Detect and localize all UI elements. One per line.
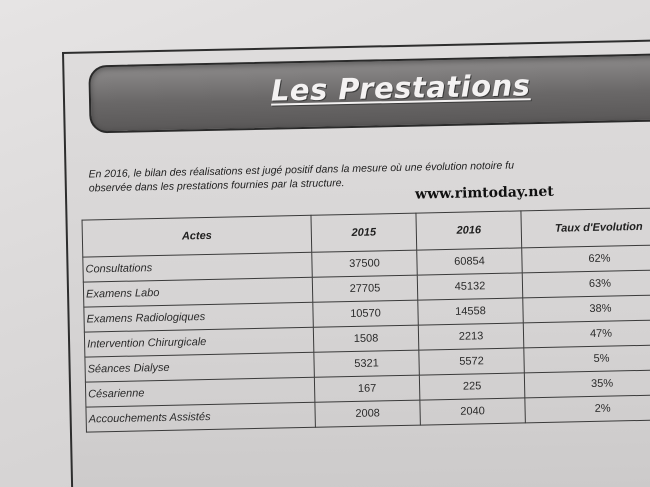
intro-paragraph <box>88 154 650 195</box>
cell-taux: 47% <box>523 320 650 348</box>
cell-acte: Césarienne <box>85 377 314 407</box>
cell-2016: 2040 <box>420 398 526 425</box>
cell-2015: 10570 <box>313 300 419 327</box>
cell-acte: Examens Radiologiques <box>84 302 313 332</box>
cell-acte: Consultations <box>83 252 312 282</box>
cell-2015: 1508 <box>313 325 419 352</box>
header-actes: Actes <box>82 215 312 257</box>
cell-2015: 37500 <box>312 250 418 277</box>
cell-acte: Examens Labo <box>83 277 312 307</box>
cell-2016: 225 <box>419 373 525 400</box>
cell-2015: 5321 <box>314 350 420 377</box>
page-title: Les Prestations <box>270 68 531 108</box>
cell-2015: 2008 <box>315 400 421 427</box>
cell-2016: 14558 <box>418 298 524 325</box>
cell-taux: 62% <box>522 245 650 273</box>
cell-taux: 2% <box>525 395 650 423</box>
cell-taux: 63% <box>522 270 650 298</box>
intro-line-1: En 2016, le bilan des réalisations est jugé positif dans la mesure où une évolution notoire fu <box>88 159 515 181</box>
header-taux: Taux d'Evolution <box>521 208 650 248</box>
intro-line-2: observée dans les prestations fournies par la structure. <box>88 177 345 195</box>
cell-acte: Séances Dialyse <box>85 352 314 382</box>
cell-taux: 5% <box>524 345 650 373</box>
cell-taux: 38% <box>523 295 650 323</box>
cell-acte: Accouchements Assistés <box>86 402 315 432</box>
cell-2016: 2213 <box>418 323 524 350</box>
cell-2016: 5572 <box>419 348 525 375</box>
prestations-table <box>82 207 650 432</box>
cell-2016: 60854 <box>417 248 523 275</box>
cell-2016: 45132 <box>417 273 523 300</box>
cell-acte: Intervention Chirurgicale <box>84 327 313 357</box>
watermark: www.rimtoday.net <box>414 183 554 203</box>
cell-2015: 27705 <box>312 275 418 302</box>
header-2015: 2015 <box>311 213 417 252</box>
document-page <box>62 39 650 487</box>
cell-taux: 35% <box>524 370 650 398</box>
title-banner <box>88 53 650 134</box>
cell-2015: 167 <box>314 375 420 402</box>
header-2016: 2016 <box>416 211 522 250</box>
